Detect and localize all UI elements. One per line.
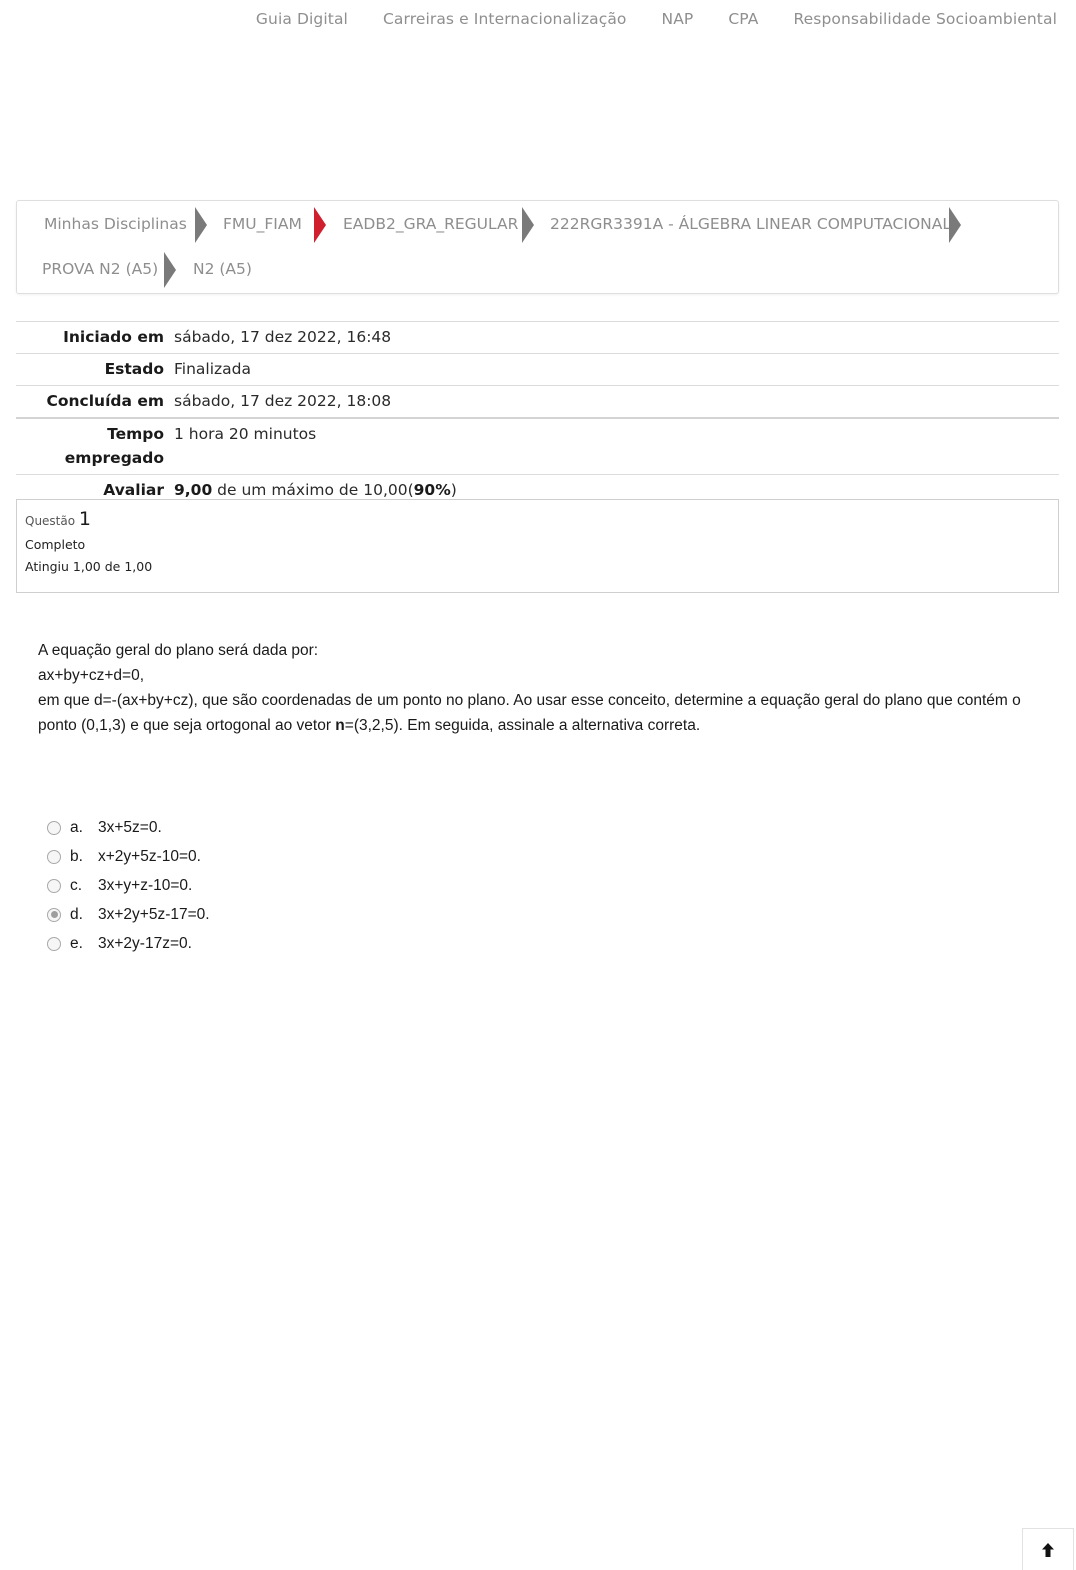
summary-value: sábado, 17 dez 2022, 18:08	[174, 392, 392, 410]
summary-label: Concluída em	[46, 392, 164, 410]
answer-options	[47, 814, 210, 958]
top-navigation	[256, 10, 1057, 28]
question-status: Completo	[25, 537, 86, 552]
attempt-summary-table	[16, 321, 1059, 506]
answer-text: 3x+5z=0.	[98, 819, 162, 837]
question-text-span: =(3,2,5). Em seguida, assinale a alternativa correta.	[344, 717, 701, 734]
summary-row-started	[16, 322, 1059, 354]
breadcrumb-separator-icon	[522, 207, 534, 243]
answer-option-c[interactable]	[47, 872, 210, 901]
breadcrumb-separator-icon	[195, 207, 207, 243]
answer-letter: d.	[70, 905, 83, 923]
breadcrumb-item-eadb2[interactable]: EADB2_GRA_REGULAR	[343, 215, 519, 233]
answer-text: x+2y+5z-10=0.	[98, 848, 201, 866]
breadcrumb	[16, 200, 1059, 294]
question-text-span: em que d=-(ax+by+cz), que são coordenadas de um ponto no plano. Ao usar esse conceito, determine a equação geral do plano que contém o ponto (0,1,3) e que seja ortogonal ao vetor	[38, 692, 1021, 734]
question-mark: Atingiu 1,00 de 1,00	[25, 559, 153, 574]
question-info-box	[16, 499, 1059, 593]
answer-text: 3x+2y+5z-17=0.	[98, 905, 210, 923]
radio-button[interactable]	[47, 879, 61, 893]
summary-label-line: empregado	[64, 449, 164, 467]
back-to-top-button[interactable]	[1022, 1528, 1074, 1570]
grade-end: )	[450, 481, 457, 499]
radio-button[interactable]	[47, 937, 61, 951]
answer-option-a[interactable]	[47, 814, 210, 843]
summary-row-time	[16, 418, 1059, 475]
question-number-value: 1	[78, 508, 92, 530]
summary-label: Avaliar	[103, 481, 164, 499]
breadcrumb-item-minhas-disciplinas[interactable]: Minhas Disciplinas	[44, 215, 187, 233]
answer-letter: c.	[70, 876, 83, 894]
radio-button-selected[interactable]	[47, 908, 61, 922]
breadcrumb-separator-icon	[314, 207, 326, 243]
answer-option-d[interactable]	[47, 900, 210, 929]
answer-letter: e.	[70, 934, 83, 952]
breadcrumb-item-fmu-fiam[interactable]: FMU_FIAM	[223, 215, 302, 233]
question-text-bold: n	[335, 717, 345, 734]
summary-value: 1 hora 20 minutos	[174, 425, 317, 443]
nav-link-cpa[interactable]: CPA	[728, 10, 759, 28]
question-text-line: ax+by+cz+d=0,	[38, 667, 144, 684]
radio-button[interactable]	[47, 850, 61, 864]
breadcrumb-item-n2[interactable]: N2 (A5)	[193, 260, 252, 278]
grade-score: 9,00	[174, 481, 213, 499]
answer-letter: b.	[70, 848, 83, 866]
question-text-line: A equação geral do plano será dada por:	[38, 642, 319, 659]
question-text	[38, 638, 1038, 738]
breadcrumb-item-prova-n2[interactable]: PROVA N2 (A5)	[42, 260, 159, 278]
nav-link-responsabilidade[interactable]: Responsabilidade Socioambiental	[793, 10, 1057, 28]
answer-option-b[interactable]	[47, 843, 210, 872]
answer-option-e[interactable]	[47, 929, 210, 958]
grade-percent: 90%	[413, 481, 451, 499]
question-label: Questão	[25, 514, 76, 528]
summary-value: sábado, 17 dez 2022, 16:48	[174, 328, 392, 346]
answer-text: 3x+y+z-10=0.	[98, 876, 193, 894]
answer-text: 3x+2y-17z=0.	[98, 934, 192, 952]
arrow-up-icon	[1040, 1542, 1056, 1558]
nav-link-guia-digital[interactable]: Guia Digital	[255, 10, 348, 28]
radio-button[interactable]	[47, 821, 61, 835]
answer-letter: a.	[70, 819, 83, 837]
breadcrumb-item-course[interactable]: 222RGR3391A - ÁLGEBRA LINEAR COMPUTACIONAL	[550, 215, 951, 233]
summary-row-completed	[16, 386, 1059, 419]
breadcrumb-separator-icon	[164, 252, 176, 288]
question-number	[25, 508, 1050, 530]
breadcrumb-separator-icon	[949, 207, 961, 243]
question-text-paragraph	[38, 688, 1038, 738]
nav-link-carreiras[interactable]: Carreiras e Internacionalização	[382, 10, 627, 28]
summary-row-state	[16, 354, 1059, 386]
summary-value: Finalizada	[174, 360, 252, 378]
summary-label: Iniciado em	[63, 328, 164, 346]
summary-label	[16, 418, 174, 475]
summary-label-line: Tempo	[107, 425, 164, 443]
summary-label: Estado	[104, 360, 164, 378]
grade-middle: de um máximo de 10,00(	[212, 481, 414, 499]
nav-link-nap[interactable]: NAP	[661, 10, 694, 28]
